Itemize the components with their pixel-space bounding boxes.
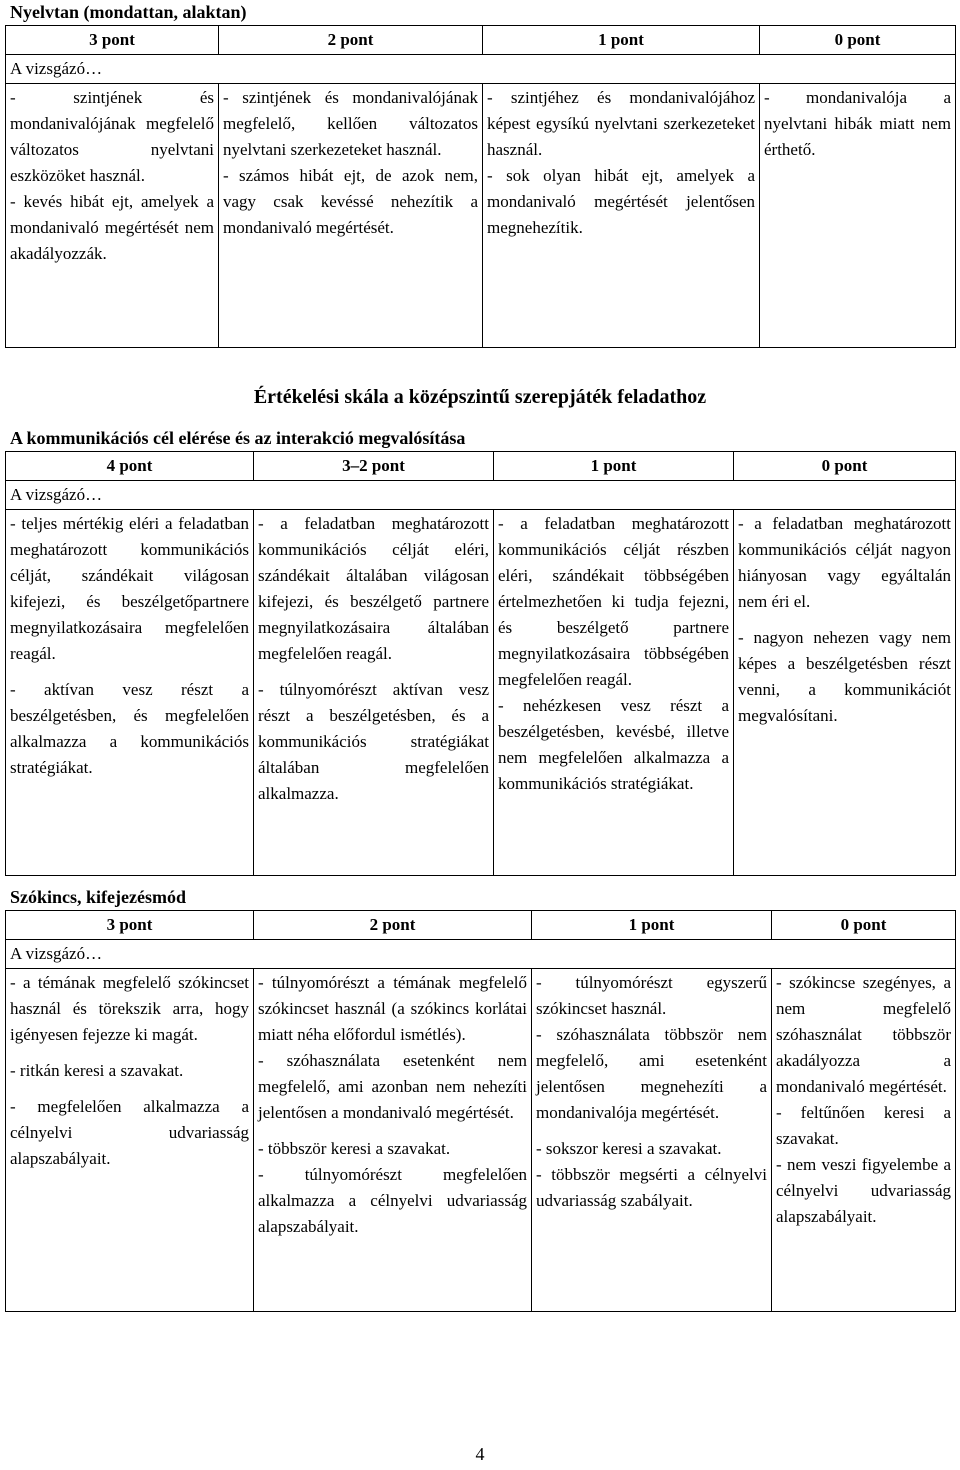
subject-label: A vizsgázó… [6,481,254,510]
header-cell: 3 pont [6,911,254,940]
criteria-text: - számos hibát ejt, de azok nem, vagy csak kevéssé nehezítik a mondanivaló megértését. [223,166,478,237]
criteria-cell [6,969,254,1312]
criteria-text: - szókincse szegényes, a nem megfelelő szóhasználat többször akadályozza a mondanivaló megértését. [776,973,951,1096]
subject-label: A vizsgázó… [6,55,219,84]
criteria-cell [494,510,734,876]
page-title: Értékelési skála a középszintű szerepjáték feladathoz [253,386,707,408]
criteria-cell [532,969,772,1312]
header-cell: 1 pont [483,26,760,55]
criteria-cell [734,510,956,876]
criteria-text: - aktívan vesz részt a beszélgetésben, és megfelelően alkalmazza a kommunikációs stratégiákat. [10,680,249,777]
criteria-text: - szintjének és mondanivalójának megfelelő, kellően változatos nyelvtani szerkezeteket használ. [223,88,478,159]
criteria-text: - a feladatban meghatározott kommunikációs célját nagyon hiányosan vagy egyáltalán nem éri el. [738,514,951,611]
criteria-text: - nagyon nehezen vagy nem képes a beszélgetésben részt venni, a kommunikációt megvalósítani. [738,628,951,725]
criteria-text: - a feladatban meghatározott kommunikációs célját eléri, szándékait általában világosan kifejezi, és beszélgető partnere megnyilatkozásaira általában megfelelően reagál. [258,514,489,663]
criteria-text: - túlnyomórészt megfelelően alkalmazza a célnyelvi udvariasság alapszabályait. [258,1165,527,1236]
criteria-text: - szintjének és mondanivalójának megfelelő változatos nyelvtani eszközöket használ. [10,88,214,185]
criteria-text: - szóhasználata többször nem megfelelő, ami esetenként jelentősen megnehezíti a mondanivalója megértését. [536,1025,767,1122]
criteria-cell [772,969,956,1312]
header-cell: 1 pont [532,911,772,940]
criteria-cell [6,510,254,876]
criteria-text: - feltűnően keresi a szavakat. [776,1103,951,1148]
criteria-text: - a témának megfelelő szókincset használ és törekszik arra, hogy igényesen fejezze ki magát. [10,973,249,1044]
criteria-cell [219,84,483,348]
criteria-text: - ritkán keresi a szavakat. [10,1061,184,1080]
header-cell: 2 pont [254,911,532,940]
criteria-text: - nehézkesen vesz részt a beszélgetésben, kevésbé, illetve nem megfelelően alkalmazza a kommunikációs stratégiákat. [498,696,729,793]
section-title-grammar: Nyelvtan (mondattan, alaktan) [10,2,247,22]
header-cell: 2 pont [219,26,483,55]
header-cell: 0 pont [760,26,956,55]
criteria-text: - szintjéhez és mondanivalójához képest egysíkú nyelvtani szerkezeteket használ. [487,88,755,159]
section-title-vocabulary: Szókincs, kifejezésmód [10,887,186,907]
criteria-cell [254,510,494,876]
header-cell: 1 pont [494,452,734,481]
criteria-cell [483,84,760,348]
criteria-text: - teljes mértékig eléri a feladatban meghatározott kommunikációs célját, szándékait világosan kifejezi, és beszélgetőpartnere megnyilatkozásaira megfelelően reagál. [10,514,249,663]
criteria-text: - megfelelően alkalmazza a célnyelvi udvariasság alapszabályait. [10,1097,249,1168]
header-cell: 0 pont [734,452,956,481]
header-cell: 0 pont [772,911,956,940]
criteria-text: - a feladatban meghatározott kommunikációs célját részben eléri, szándékait többségében értelmezhetően ki tudja fejezni, és beszélgető partnere megnyilatkozásaira többségében megfelelően reagál. [498,514,729,689]
page-number: 4 [475,1444,485,1464]
criteria-cell [6,84,219,348]
criteria-text: - többször megsérti a célnyelvi udvariasság szabályait. [536,1165,767,1210]
criteria-text: - túlnyomórészt aktívan vesz részt a beszélgetésben, és a kommunikációs stratégiákat általában megfelelően alkalmazza. [258,680,489,803]
criteria-text: - túlnyomórészt a témának megfelelő szókincset használ (a szókincs korlátai miatt néha előfordul ismétlés). [258,973,527,1044]
criteria-text: - túlnyomórészt egyszerű szókincset használ. [536,973,767,1018]
criteria-text: - nem veszi figyelembe a célnyelvi udvariasság alapszabályait. [776,1155,951,1226]
criteria-text: - kevés hibát ejt, amelyek a mondanivaló megértését nem akadályozzák. [10,192,214,263]
header-cell: 3 pont [6,26,219,55]
header-cell: 4 pont [6,452,254,481]
criteria-cell [760,84,956,348]
section-title-communication: A kommunikációs cél elérése és az interakció megvalósítása [10,428,466,448]
communication-table [5,451,956,876]
criteria-text: - sok olyan hibát ejt, amelyek a mondanivaló megértését jelentősen megnehezítik. [487,166,755,237]
criteria-cell [254,969,532,1312]
criteria-text: - többször keresi a szavakat. [258,1139,451,1158]
subject-label: A vizsgázó… [6,940,254,969]
vocabulary-table [5,910,956,1312]
criteria-text: - sokszor keresi a szavakat. [536,1139,722,1158]
header-cell: 3–2 pont [254,452,494,481]
criteria-text: - szóhasználata esetenként nem megfelelő, ami azonban nem nehezíti jelentősen a mondanivaló megértését. [258,1051,527,1122]
grammar-table [5,25,956,348]
criteria-text: - mondanivalója a nyelvtani hibák miatt nem érthető. [764,88,951,159]
